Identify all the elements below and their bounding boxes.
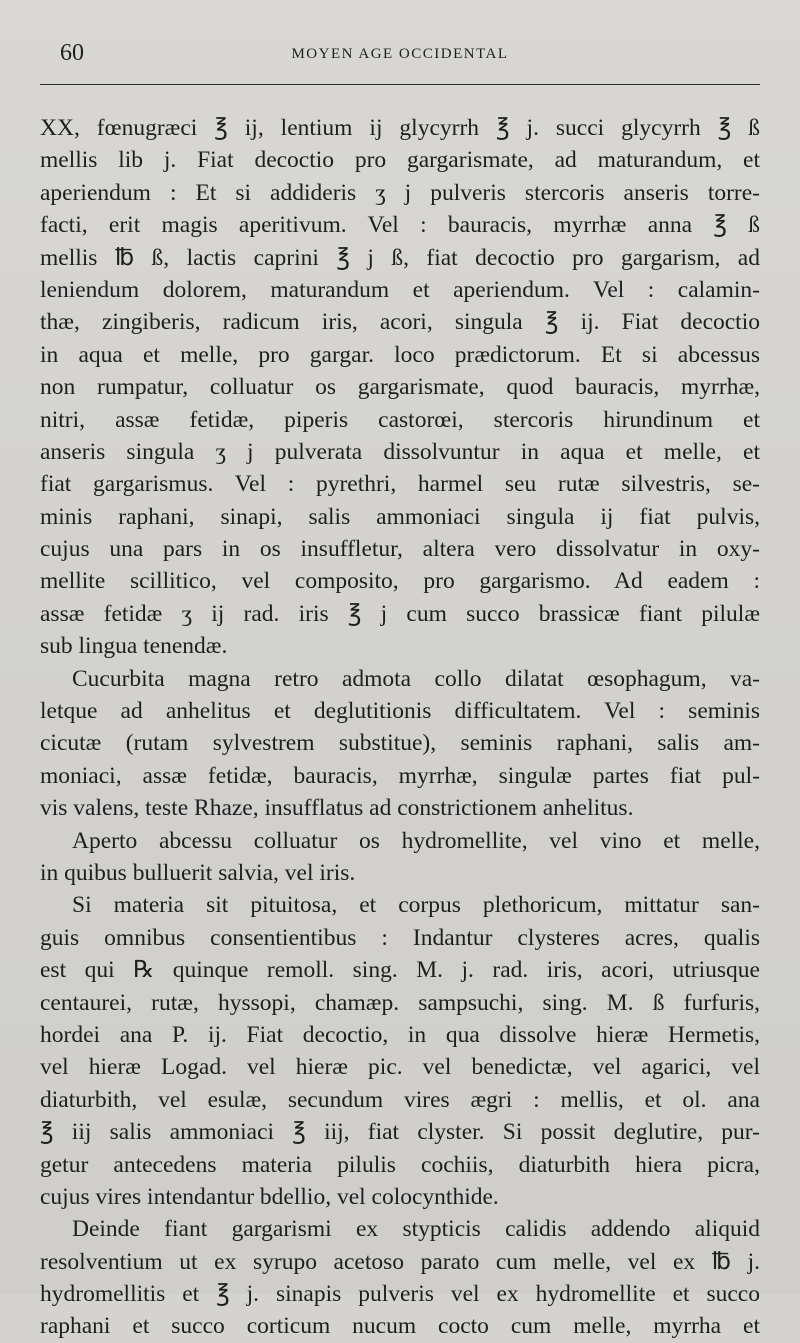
text-line: raphani et succo corticum nucum cocto cum melle, myrrha et <box>40 1313 760 1340</box>
text-line: centaurei, rutæ, hyssopi, chamæp. sampsuchi, sing. M. ß furfuris, <box>40 989 760 1016</box>
text-line: Aperto abcessu colluatur os hydromellite, vel vino et melle, <box>72 827 760 854</box>
text-line: in quibus bulluerit salvia, vel iris. <box>40 859 356 886</box>
text-line: vel hieræ Logad. vel hieræ pic. vel benedictæ, vel agarici, vel <box>40 1054 760 1081</box>
text-line: letque ad anhelitus et deglutitionis difficultatem. Vel : seminis <box>40 698 760 725</box>
text-line: Cucurbita magna retro admota collo dilatat œsophagum, va- <box>72 665 760 692</box>
text-line: minis raphani, sinapi, salis ammoniaci singula ij fiat pulvis, <box>40 503 760 530</box>
body-text <box>40 112 760 1343</box>
text-line: cujus una pars in os insuffletur, altera vero dissolvatur in oxy- <box>40 536 760 563</box>
text-line: thæ, zingiberis, radicum iris, acori, singula ℥ ij. Fiat decoctio <box>40 309 760 336</box>
text-line: hydromellitis et ℥ j. sinapis pulveris vel ex hydromellite et succo <box>40 1281 760 1308</box>
text-line: leniendum dolorem, maturandum et aperiendum. Vel : calamin- <box>40 276 760 303</box>
text-line: vis valens, teste Rhaze, insufflatus ad constrictionem anhelitus. <box>40 795 634 822</box>
text-line: mellite scillitico, vel composito, pro gargarismo. Ad eadem : <box>40 568 760 595</box>
text-line: guis omnibus consentientibus : Indantur clysteres acres, qualis <box>40 924 760 951</box>
text-line: mellis ℔ ß, lactis caprini ℥ j ß, fiat decoctio pro gargarism, ad <box>40 244 760 271</box>
text-line: assæ fetidæ ʒ ij rad. iris ℥ j cum succo brassicæ fiant pilulæ <box>40 600 760 627</box>
text-line: cujus vires intendantur bdellio, vel colocynthide. <box>40 1183 499 1210</box>
text-line: anseris singula ʒ j pulverata dissolvuntur in aqua et melle, et <box>40 438 760 465</box>
text-line: in aqua et melle, pro gargar. loco prædictorum. Et si abcessus <box>40 341 760 368</box>
text-line: est qui ℞ quinque remoll. sing. M. j. rad. iris, acori, utriusque <box>40 957 760 984</box>
page-header <box>40 36 760 76</box>
text-line: hordei ana P. ij. Fiat decoctio, in qua dissolve hieræ Hermetis, <box>40 1021 760 1048</box>
text-line: mellis lib j. Fiat decoctio pro gargarismate, ad maturandum, et <box>40 147 760 174</box>
text-line: non rumpatur, colluatur os gargarismate, quod bauracis, myrrhæ, <box>40 374 760 401</box>
text-line: Deinde fiant gargarismi ex stypticis calidis addendo aliquid <box>72 1216 760 1243</box>
text-line: fiat gargarismus. Vel : pyrethri, harmel seu rutæ silvestris, se- <box>40 471 760 498</box>
text-line: nitri, assæ fetidæ, piperis castorœi, stercoris hirundinum et <box>40 406 760 433</box>
text-line: Si materia sit pituitosa, et corpus plethoricum, mittatur san- <box>72 892 760 919</box>
text-line: cicutæ (rutam sylvestrem substitue), seminis raphani, salis am- <box>40 730 760 757</box>
text-line: aperiendum : Et si addideris ʒ j pulveris stercoris anseris torre- <box>40 179 760 206</box>
text-line: diaturbith, vel esulæ, secundum vires ægri : mellis, et ol. ana <box>40 1086 760 1113</box>
text-line: moniaci, assæ fetidæ, bauracis, myrrhæ, singulæ partes fiat pul- <box>40 762 760 789</box>
text-line: sub lingua tenendæ. <box>40 633 228 660</box>
page-number: 60 <box>60 40 84 66</box>
text-line: facti, erit magis aperitivum. Vel : bauracis, myrrhæ anna ℥ ß <box>40 212 760 239</box>
header-rule <box>40 84 760 85</box>
running-title: MOYEN AGE OCCIDENTAL <box>291 46 509 62</box>
text-line: XX, fœnugræci ℥ ij, lentium ij glycyrrh ℥ j. succi glycyrrh ℥ ß <box>40 115 760 141</box>
text-line: getur antecedens materia pilulis cochiis, diaturbith hiera picra, <box>40 1151 760 1178</box>
text-line: ℥ iij salis ammoniaci ℥ iij, fiat clyster. Si possit deglutire, pur- <box>40 1119 760 1146</box>
text-line: resolventium ut ex syrupo acetoso parato cum melle, vel ex ℔ j. <box>40 1248 760 1275</box>
